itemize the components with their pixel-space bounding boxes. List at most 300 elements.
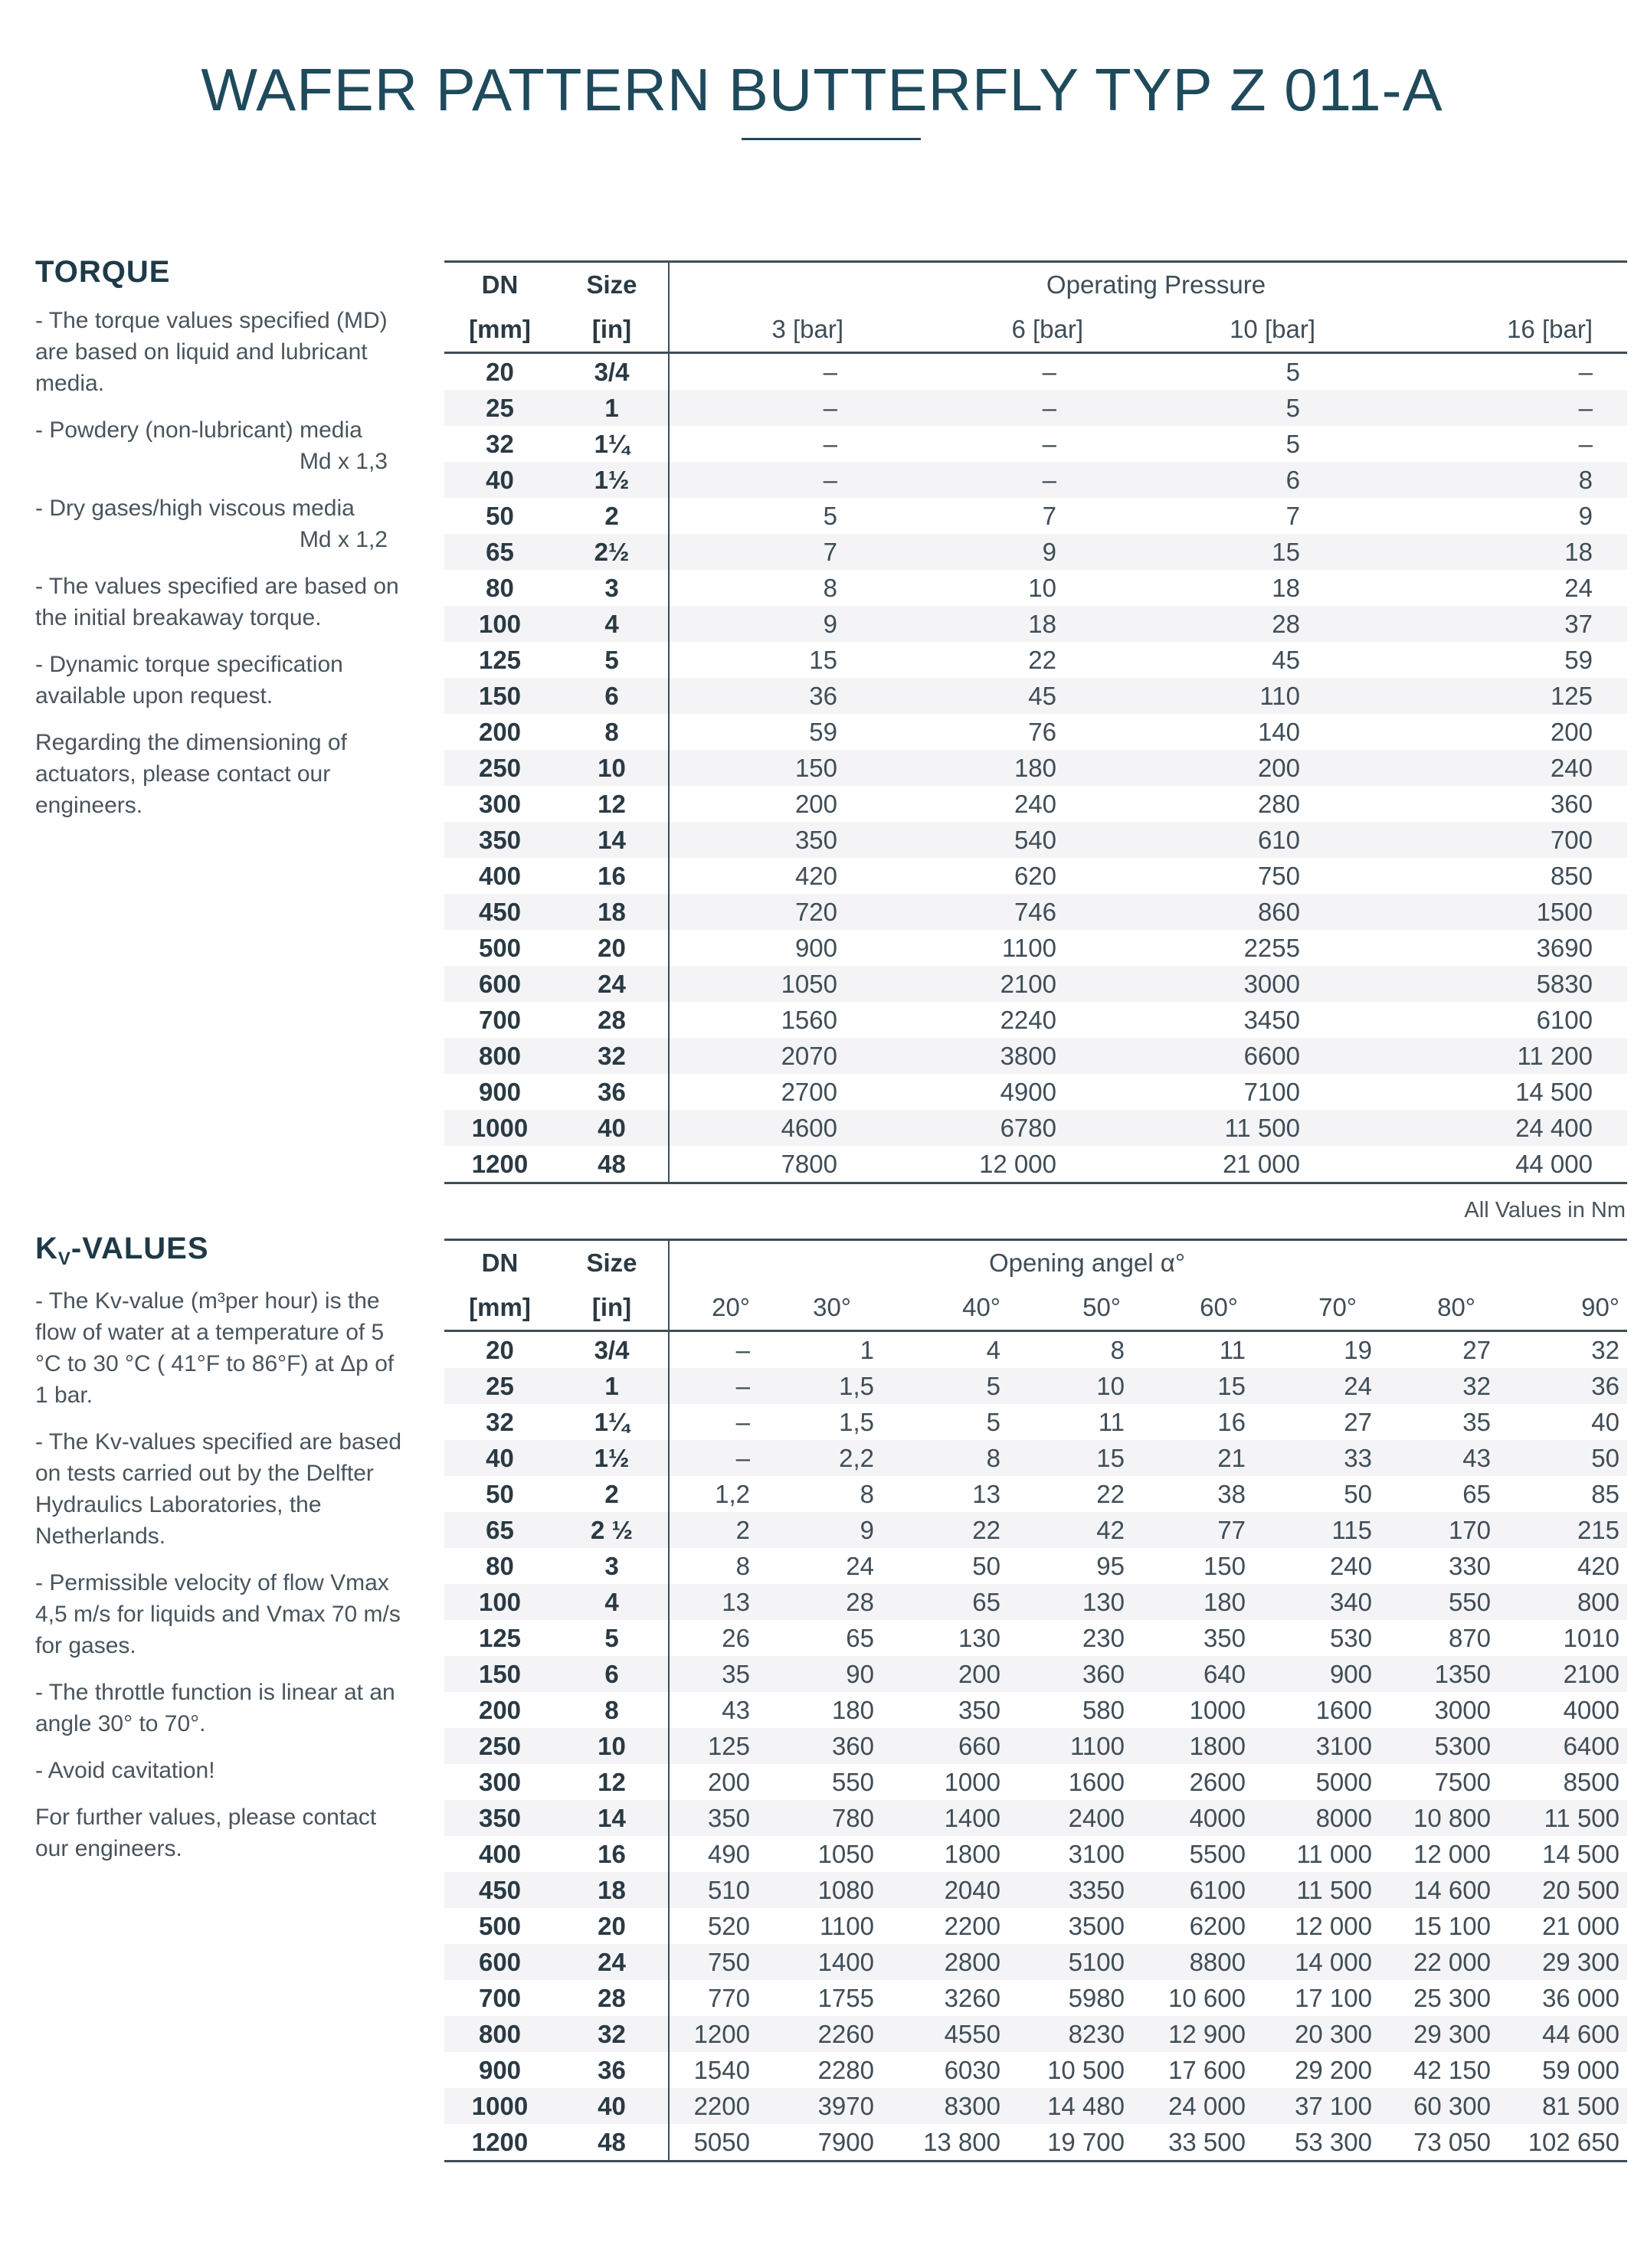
size-cell: 2 ½	[555, 1512, 669, 1548]
value-cell: –	[669, 1440, 758, 1476]
value-cell: 3100	[1008, 1836, 1132, 1872]
value-cell: 900	[1253, 1656, 1380, 1692]
dn-cell: 65	[444, 1512, 555, 1548]
value-cell: 14 500	[1498, 1836, 1627, 1872]
dn-cell: 250	[444, 750, 555, 786]
value-cell: 59 000	[1498, 2052, 1627, 2088]
dn-cell: 500	[444, 1908, 555, 1944]
value-cell: –	[669, 1404, 758, 1440]
dn-cell: 25	[444, 1368, 555, 1404]
value-cell: 360	[758, 1728, 882, 1764]
dn-cell: 32	[444, 426, 555, 462]
torque-note: - Dry gases/high viscous media	[35, 496, 355, 521]
value-cell: 3450	[1091, 1002, 1331, 1038]
value-cell: 1200	[669, 2016, 758, 2052]
size-cell: 3	[555, 570, 669, 606]
value-cell: 1400	[882, 1800, 1008, 1836]
size-unit-header: [in]	[555, 1285, 669, 1331]
dn-cell: 350	[444, 1800, 555, 1836]
table-row	[444, 2088, 1627, 2124]
size-cell: 3/4	[555, 353, 669, 391]
value-cell: 26	[669, 1620, 758, 1656]
table-row	[444, 1074, 1627, 1110]
angle-col-header: 70°	[1253, 1285, 1380, 1331]
value-cell: 5	[669, 498, 851, 534]
value-cell: 510	[669, 1872, 758, 1908]
value-cell: 1000	[1132, 1692, 1253, 1728]
dn-cell: 300	[444, 786, 555, 822]
table-row	[444, 1331, 1627, 1369]
operating-pressure-header: Operating Pressure	[669, 262, 1627, 308]
unit-note: All Values in Nm	[1464, 1198, 1626, 1222]
value-cell: 620	[851, 858, 1091, 894]
value-cell: 8500	[1498, 1764, 1627, 1800]
table-row	[444, 858, 1627, 894]
size-cell: 24	[555, 1944, 669, 1980]
value-cell: 8	[669, 570, 851, 606]
value-cell: 140	[1091, 714, 1331, 750]
value-cell: 19 700	[1008, 2124, 1132, 2162]
table-row	[444, 966, 1627, 1002]
value-cell: 10 600	[1132, 1980, 1253, 2016]
value-cell: 24	[758, 1548, 882, 1584]
table-row	[444, 570, 1627, 606]
value-cell: 3500	[1008, 1908, 1132, 1944]
value-cell: 180	[851, 750, 1091, 786]
value-cell: 2255	[1091, 930, 1331, 966]
size-cell: 4	[555, 606, 669, 642]
value-cell: 640	[1132, 1656, 1253, 1692]
size-cell: 1½	[555, 462, 669, 498]
value-cell: 38	[1132, 1476, 1253, 1512]
value-cell: 5500	[1132, 1836, 1253, 1872]
table-row	[444, 1764, 1627, 1800]
value-cell: 15 100	[1380, 1908, 1498, 1944]
value-cell: 1050	[669, 966, 851, 1002]
size-header: Size	[555, 1240, 669, 1286]
dn-header: DN	[444, 1240, 555, 1286]
value-cell: 5	[1091, 353, 1331, 391]
value-cell: 44 000	[1331, 1146, 1627, 1183]
torque-note: Md x 1,3	[299, 449, 388, 474]
value-cell: 2700	[669, 1074, 851, 1110]
value-cell: 13	[882, 1476, 1008, 1512]
size-cell: 28	[555, 1980, 669, 2016]
value-cell: 10 800	[1380, 1800, 1498, 1836]
value-cell: 45	[1091, 642, 1331, 678]
value-cell: 6600	[1091, 1038, 1331, 1074]
value-cell: 610	[1091, 822, 1331, 858]
value-cell: 15	[1091, 534, 1331, 570]
size-cell: 28	[555, 1002, 669, 1038]
angle-col-header: 20°	[669, 1285, 758, 1331]
value-cell: 22	[882, 1512, 1008, 1548]
value-cell: 2200	[882, 1908, 1008, 1944]
value-cell: –	[851, 353, 1091, 391]
table-row	[444, 1002, 1627, 1038]
value-cell: 32	[1498, 1331, 1627, 1369]
value-cell: 1	[758, 1331, 882, 1369]
dn-cell: 1000	[444, 1110, 555, 1146]
value-cell: 16	[1132, 1404, 1253, 1440]
value-cell: 45	[851, 678, 1091, 714]
value-cell: 11 500	[1091, 1110, 1331, 1146]
value-cell: 2400	[1008, 1800, 1132, 1836]
value-cell: –	[669, 1331, 758, 1369]
value-cell: 21 000	[1091, 1146, 1331, 1183]
size-cell: 10	[555, 750, 669, 786]
table-row	[444, 1944, 1627, 1980]
value-cell: 28	[758, 1584, 882, 1620]
kv-note: - The Kv-values specified are based on tests carried out by the Delfter Hydraulics Laboratories, the Netherlands.	[35, 1429, 402, 1549]
value-cell: 43	[669, 1692, 758, 1728]
table-row	[444, 1584, 1627, 1620]
table-row	[444, 822, 1627, 858]
value-cell: 6780	[851, 1110, 1091, 1146]
value-cell: 720	[669, 894, 851, 930]
value-cell: 44 600	[1498, 2016, 1627, 2052]
value-cell: 360	[1331, 786, 1627, 822]
size-cell: 5	[555, 1620, 669, 1656]
size-cell: 8	[555, 1692, 669, 1728]
value-cell: 2260	[758, 2016, 882, 2052]
dn-cell: 200	[444, 714, 555, 750]
dn-cell: 600	[444, 966, 555, 1002]
value-cell: 15	[669, 642, 851, 678]
value-cell: 14 600	[1380, 1872, 1498, 1908]
table-row	[444, 1800, 1627, 1836]
table-row	[444, 1548, 1627, 1584]
value-cell: 360	[1008, 1656, 1132, 1692]
dn-cell: 80	[444, 1548, 555, 1584]
value-cell: 42	[1008, 1512, 1132, 1548]
kv-note: - Avoid cavitation!	[35, 1758, 215, 1783]
value-cell: 5000	[1253, 1764, 1380, 1800]
size-cell: 24	[555, 966, 669, 1002]
dn-cell: 20	[444, 1331, 555, 1369]
table-row	[444, 2052, 1627, 2088]
size-cell: 3/4	[555, 1331, 669, 1369]
table-row	[444, 1980, 1627, 2016]
pressure-col-header: 6 [bar]	[851, 307, 1091, 353]
table-row	[444, 894, 1627, 930]
size-cell: 48	[555, 2124, 669, 2162]
value-cell: 36	[1498, 1368, 1627, 1404]
dn-cell: 900	[444, 1074, 555, 1110]
value-cell: 36 000	[1498, 1980, 1627, 2016]
value-cell: 2600	[1132, 1764, 1253, 1800]
value-cell: 12 900	[1132, 2016, 1253, 2052]
value-cell: 750	[1091, 858, 1331, 894]
value-cell: 50	[1253, 1476, 1380, 1512]
size-cell: 6	[555, 1656, 669, 1692]
torque-notes	[35, 257, 411, 836]
value-cell: 25 300	[1380, 1980, 1498, 2016]
value-cell: 280	[1091, 786, 1331, 822]
value-cell: 65	[758, 1620, 882, 1656]
value-cell: 4600	[669, 1110, 851, 1146]
value-cell: 800	[1498, 1584, 1627, 1620]
size-cell: 2	[555, 1476, 669, 1512]
value-cell: 11	[1008, 1404, 1132, 1440]
value-cell: 59	[669, 714, 851, 750]
size-cell: 14	[555, 1800, 669, 1836]
value-cell: 35	[669, 1656, 758, 1692]
value-cell: 33	[1253, 1440, 1380, 1476]
value-cell: 14 000	[1253, 1944, 1380, 1980]
value-cell: 21 000	[1498, 1908, 1627, 1944]
table-row	[444, 1620, 1627, 1656]
size-cell: 6	[555, 678, 669, 714]
value-cell: 1350	[1380, 1656, 1498, 1692]
torque-note: - The torque values specified (MD) are based on liquid and lubricant media.	[35, 308, 388, 396]
value-cell: 115	[1253, 1512, 1380, 1548]
angle-col-header: 50°	[1008, 1285, 1132, 1331]
value-cell: 2240	[851, 1002, 1091, 1038]
table-row	[444, 930, 1627, 966]
value-cell: 9	[851, 534, 1091, 570]
table-row	[444, 1146, 1627, 1183]
value-cell: 900	[669, 930, 851, 966]
value-cell: 7900	[758, 2124, 882, 2162]
value-cell: 330	[1380, 1548, 1498, 1584]
value-cell: 8	[882, 1440, 1008, 1476]
dn-cell: 100	[444, 606, 555, 642]
kv-note: - Permissible velocity of flow Vmax 4,5 m/s for liquids and Vmax 70 m/s for gases.	[35, 1570, 401, 1658]
value-cell: 180	[758, 1692, 882, 1728]
value-cell: 22	[851, 642, 1091, 678]
title-underline	[742, 138, 921, 140]
value-cell: 85	[1498, 1476, 1627, 1512]
dn-cell: 50	[444, 1476, 555, 1512]
value-cell: 240	[1253, 1548, 1380, 1584]
table-row	[444, 642, 1627, 678]
value-cell: 37 100	[1253, 2088, 1380, 2124]
value-cell: 350	[882, 1692, 1008, 1728]
value-cell: 5830	[1331, 966, 1627, 1002]
dn-cell: 1200	[444, 2124, 555, 2162]
value-cell: 40	[1498, 1404, 1627, 1440]
size-unit-header: [in]	[555, 307, 669, 353]
value-cell: 8230	[1008, 2016, 1132, 2052]
value-cell: 76	[851, 714, 1091, 750]
table-row	[444, 786, 1627, 822]
value-cell: 1080	[758, 1872, 882, 1908]
value-cell: 9	[669, 606, 851, 642]
value-cell: 550	[758, 1764, 882, 1800]
value-cell: 420	[1498, 1548, 1627, 1584]
table-row	[444, 1656, 1627, 1692]
value-cell: 21	[1132, 1440, 1253, 1476]
value-cell: 230	[1008, 1620, 1132, 1656]
value-cell: 2040	[882, 1872, 1008, 1908]
value-cell: 11 200	[1331, 1038, 1627, 1074]
value-cell: 4900	[851, 1074, 1091, 1110]
dn-cell: 400	[444, 1836, 555, 1872]
value-cell: –	[669, 1368, 758, 1404]
value-cell: –	[669, 462, 851, 498]
angle-col-header: 30°	[758, 1285, 882, 1331]
value-cell: 200	[882, 1656, 1008, 1692]
value-cell: 7	[1091, 498, 1331, 534]
value-cell: 5100	[1008, 1944, 1132, 1980]
value-cell: 14 500	[1331, 1074, 1627, 1110]
value-cell: 43	[1380, 1440, 1498, 1476]
size-header: Size	[555, 262, 669, 308]
value-cell: 1540	[669, 2052, 758, 2088]
dn-cell: 125	[444, 1620, 555, 1656]
value-cell: 770	[669, 1980, 758, 2016]
value-cell: 11 000	[1253, 1836, 1380, 1872]
table-row	[444, 498, 1627, 534]
value-cell: 3000	[1091, 966, 1331, 1002]
value-cell: 6200	[1132, 1908, 1253, 1944]
size-cell: 36	[555, 1074, 669, 1110]
dn-cell: 40	[444, 462, 555, 498]
value-cell: 3350	[1008, 1872, 1132, 1908]
value-cell: –	[669, 353, 851, 391]
table-row	[444, 390, 1627, 426]
size-cell: 20	[555, 1908, 669, 1944]
table-row	[444, 2016, 1627, 2052]
value-cell: 22	[1008, 1476, 1132, 1512]
torque-table	[444, 260, 1627, 1184]
value-cell: 27	[1253, 1404, 1380, 1440]
value-cell: 20 300	[1253, 2016, 1380, 2052]
value-cell: 550	[1380, 1584, 1498, 1620]
torque-note: - Dynamic torque specification available upon request.	[35, 652, 343, 709]
value-cell: –	[851, 462, 1091, 498]
value-cell: –	[1331, 426, 1627, 462]
table-row	[444, 426, 1627, 462]
value-cell: 4000	[1132, 1800, 1253, 1836]
value-cell: 13	[669, 1584, 758, 1620]
value-cell: 130	[882, 1620, 1008, 1656]
angle-col-header: 40°	[882, 1285, 1008, 1331]
value-cell: 130	[1008, 1584, 1132, 1620]
value-cell: 12 000	[851, 1146, 1091, 1183]
value-cell: 2	[669, 1512, 758, 1548]
value-cell: 1400	[758, 1944, 882, 1980]
value-cell: 8000	[1253, 1800, 1380, 1836]
table-row	[444, 750, 1627, 786]
value-cell: 24	[1331, 570, 1627, 606]
value-cell: 37	[1331, 606, 1627, 642]
value-cell: 150	[1132, 1548, 1253, 1584]
pressure-col-header: 10 [bar]	[1091, 307, 1331, 353]
value-cell: 6030	[882, 2052, 1008, 2088]
value-cell: 29 200	[1253, 2052, 1380, 2088]
value-cell: 29 300	[1380, 2016, 1498, 2052]
value-cell: 18	[1091, 570, 1331, 606]
value-cell: 3690	[1331, 930, 1627, 966]
value-cell: 9	[1331, 498, 1627, 534]
opening-angle-header: Opening angel α°	[669, 1240, 1627, 1286]
value-cell: 6100	[1132, 1872, 1253, 1908]
value-cell: 1100	[851, 930, 1091, 966]
value-cell: 95	[1008, 1548, 1132, 1584]
size-cell: 3	[555, 1548, 669, 1584]
value-cell: 11 500	[1253, 1872, 1380, 1908]
dn-cell: 400	[444, 858, 555, 894]
value-cell: 2800	[882, 1944, 1008, 1980]
angle-col-header: 90°	[1498, 1285, 1627, 1331]
value-cell: 1100	[758, 1908, 882, 1944]
table-row	[444, 1404, 1627, 1440]
value-cell: 59	[1331, 642, 1627, 678]
pressure-col-header: 3 [bar]	[669, 307, 851, 353]
value-cell: 11	[1132, 1331, 1253, 1369]
value-cell: 200	[669, 786, 851, 822]
value-cell: 150	[669, 750, 851, 786]
dn-cell: 800	[444, 1038, 555, 1074]
dn-cell: 80	[444, 570, 555, 606]
dn-cell: 450	[444, 1872, 555, 1908]
value-cell: 90	[758, 1656, 882, 1692]
value-cell: 3800	[851, 1038, 1091, 1074]
table-row	[444, 534, 1627, 570]
value-cell: 540	[851, 822, 1091, 858]
value-cell: –	[851, 390, 1091, 426]
value-cell: 11 500	[1498, 1800, 1627, 1836]
value-cell: 4000	[1498, 1692, 1627, 1728]
torque-note: Md x 1,2	[299, 527, 388, 552]
value-cell: 2100	[851, 966, 1091, 1002]
value-cell: 12 000	[1253, 1908, 1380, 1944]
value-cell: 8	[1331, 462, 1627, 498]
value-cell: –	[1331, 390, 1627, 426]
dn-cell: 20	[444, 353, 555, 391]
value-cell: 5	[1091, 426, 1331, 462]
value-cell: 4	[882, 1331, 1008, 1369]
value-cell: 27	[1380, 1331, 1498, 1369]
table-row	[444, 2124, 1627, 2162]
value-cell: 8	[758, 1476, 882, 1512]
dn-cell: 25	[444, 390, 555, 426]
value-cell: 180	[1132, 1584, 1253, 1620]
dn-cell: 200	[444, 1692, 555, 1728]
value-cell: 24 000	[1132, 2088, 1253, 2124]
value-cell: 2280	[758, 2052, 882, 2088]
value-cell: 350	[669, 822, 851, 858]
value-cell: 32	[1380, 1368, 1498, 1404]
table-row	[444, 353, 1627, 391]
value-cell: 660	[882, 1728, 1008, 1764]
value-cell: 13 800	[882, 2124, 1008, 2162]
value-cell: 17 600	[1132, 2052, 1253, 2088]
size-cell: 18	[555, 1872, 669, 1908]
value-cell: 9	[758, 1512, 882, 1548]
dn-cell: 500	[444, 930, 555, 966]
value-cell: 240	[1331, 750, 1627, 786]
value-cell: 65	[1380, 1476, 1498, 1512]
kv-notes	[35, 1233, 411, 1880]
size-cell: 4	[555, 1584, 669, 1620]
angle-col-header: 80°	[1380, 1285, 1498, 1331]
value-cell: 18	[1331, 534, 1627, 570]
value-cell: 2100	[1498, 1656, 1627, 1692]
table-row	[444, 678, 1627, 714]
value-cell: 14 480	[1008, 2088, 1132, 2124]
value-cell: 1010	[1498, 1620, 1627, 1656]
value-cell: 60 300	[1380, 2088, 1498, 2124]
value-cell: 1600	[1253, 1692, 1380, 1728]
angle-col-header: 60°	[1132, 1285, 1253, 1331]
value-cell: 3260	[882, 1980, 1008, 2016]
value-cell: 530	[1253, 1620, 1380, 1656]
value-cell: 1,5	[758, 1404, 882, 1440]
size-cell: 1¼	[555, 1404, 669, 1440]
